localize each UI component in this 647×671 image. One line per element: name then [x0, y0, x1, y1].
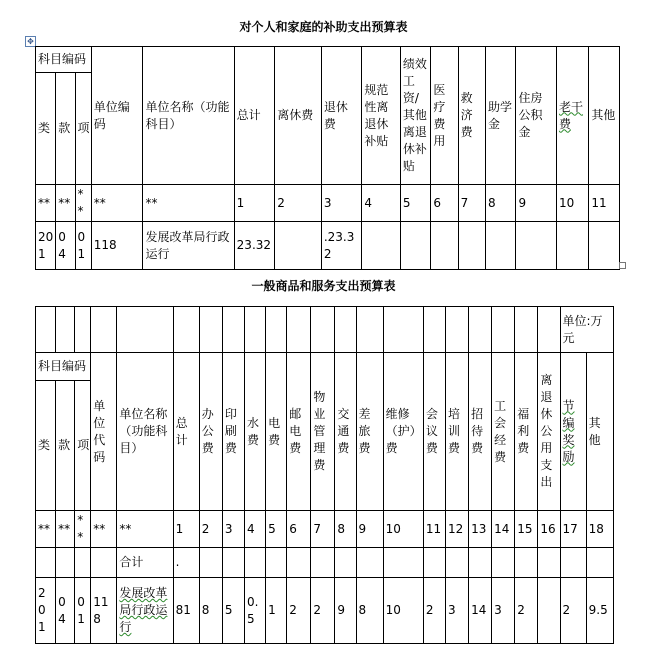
empty-cell	[515, 548, 538, 578]
blank-cell	[117, 307, 173, 353]
empty-cell	[458, 222, 485, 270]
empty-cell	[516, 222, 557, 270]
xiang-cell: 01	[75, 578, 91, 644]
index-cell: 10	[383, 511, 423, 548]
yinshua-header: 印刷费	[222, 353, 244, 511]
xiang-cell: 01	[75, 222, 91, 270]
unit-code-header: 单位代码	[91, 353, 117, 511]
gonghui-header: 工会经费	[492, 353, 515, 511]
peixun-header: 培训费	[445, 353, 468, 511]
empty-cell	[400, 222, 430, 270]
value-cell: 8	[199, 578, 222, 644]
index-cell: 1	[173, 511, 199, 548]
value-cell: 9	[335, 578, 356, 644]
index-cell: 1	[234, 185, 275, 222]
jiuji-header: 救济费	[458, 47, 485, 185]
index-cell: **	[75, 185, 91, 222]
index-cell: 5	[266, 511, 287, 548]
index-cell: 15	[515, 511, 538, 548]
lituixiu-header: 离退休公用支出	[538, 353, 560, 511]
index-cell: 9	[516, 185, 557, 222]
index-cell: **	[143, 185, 234, 222]
unit-name-header: 单位名称（功能科目）	[143, 47, 234, 185]
value-cell: 9.5	[586, 578, 613, 644]
index-cell: 16	[538, 511, 560, 548]
blank-cell	[75, 307, 91, 353]
blank-cell	[222, 307, 244, 353]
jiaotong-header: 交通费	[335, 353, 356, 511]
tuixiu-cell: .23.32	[321, 222, 362, 270]
value-cell: 3	[445, 578, 468, 644]
value-cell: 2	[311, 578, 335, 644]
qita-header: 其他	[586, 353, 613, 511]
blank-cell	[199, 307, 222, 353]
blank-cell	[538, 307, 560, 353]
value-cell: 1	[266, 578, 287, 644]
qita-header: 其他	[589, 47, 620, 185]
unit-code-cell: 118	[91, 222, 143, 270]
index-cell: 11	[423, 511, 445, 548]
blank-cell	[173, 307, 199, 353]
unit-name-cell: 发展改革局行政运行	[143, 222, 234, 270]
blank-cell	[287, 307, 311, 353]
zhufang-header: 住房公积金	[516, 47, 557, 185]
empty-cell	[589, 222, 620, 270]
total-row-total: .	[173, 548, 199, 578]
youdian-header: 邮电费	[287, 353, 311, 511]
yiliao-header: 医疗费用	[431, 47, 458, 185]
table-resize-handle[interactable]	[619, 262, 626, 269]
index-cell: 8	[486, 185, 516, 222]
blank-cell	[245, 307, 266, 353]
fuli-header: 福利费	[515, 353, 538, 511]
index-cell: 13	[469, 511, 492, 548]
index-cell: 8	[335, 511, 356, 548]
value-cell: 0.5	[245, 578, 266, 644]
unit-code-cell: 118	[91, 578, 117, 644]
index-cell: 6	[287, 511, 311, 548]
subject-code-header: 科目编码	[36, 47, 92, 73]
unit-code-header: 单位编码	[91, 47, 143, 185]
empty-cell	[486, 222, 516, 270]
blank-cell	[356, 307, 383, 353]
index-cell: 2	[199, 511, 222, 548]
index-cell: 4	[362, 185, 401, 222]
empty-cell	[383, 548, 423, 578]
zhaodai-header: 招待费	[469, 353, 492, 511]
value-cell: 2	[287, 578, 311, 644]
blank-cell	[311, 307, 335, 353]
empty-cell	[538, 548, 560, 578]
empty-cell	[36, 548, 56, 578]
huiyi-header: 会议费	[423, 353, 445, 511]
xiang-header: 项	[75, 73, 91, 185]
empty-cell	[362, 222, 401, 270]
value-cell: 81	[173, 578, 199, 644]
empty-cell	[492, 548, 515, 578]
dian-header: 电费	[266, 353, 287, 511]
jiebian-header: 节编奖励	[560, 353, 586, 511]
value-cell: 2	[515, 578, 538, 644]
blank-cell	[335, 307, 356, 353]
bangong-header: 办公费	[199, 353, 222, 511]
total-header: 总计	[173, 353, 199, 511]
total-header: 总计	[234, 47, 275, 185]
empty-cell	[423, 548, 445, 578]
index-cell: 5	[400, 185, 430, 222]
value-cell: 8	[356, 578, 383, 644]
blank-cell	[36, 307, 56, 353]
empty-cell	[222, 548, 244, 578]
blank-cell	[56, 307, 75, 353]
empty-cell	[469, 548, 492, 578]
value-cell: 2	[560, 578, 586, 644]
chailv-header: 差旅费	[356, 353, 383, 511]
index-cell: 12	[445, 511, 468, 548]
empty-cell	[91, 548, 117, 578]
empty-cell	[199, 548, 222, 578]
table-move-handle-icon[interactable]: ✥	[25, 36, 36, 47]
index-cell: 6	[431, 185, 458, 222]
blank-cell	[383, 307, 423, 353]
index-cell: **	[91, 511, 117, 548]
empty-cell	[335, 548, 356, 578]
personal-family-subsidy-table	[35, 46, 620, 270]
kuan-cell: 04	[56, 578, 75, 644]
index-cell: 7	[311, 511, 335, 548]
blank-cell	[91, 307, 117, 353]
kuan-header: 款	[56, 381, 75, 511]
index-cell: 4	[245, 511, 266, 548]
jixiao-header: 绩效工资/其他离退休补贴	[400, 47, 430, 185]
empty-cell	[311, 548, 335, 578]
total-cell: 23.32	[234, 222, 275, 270]
total-row-label: 合计	[117, 548, 173, 578]
lixiu-header: 离休费	[275, 47, 322, 185]
empty-cell	[445, 548, 468, 578]
empty-cell	[431, 222, 458, 270]
empty-cell	[287, 548, 311, 578]
lei-header: 类	[36, 381, 56, 511]
index-cell: **	[91, 185, 143, 222]
goods-services-table	[35, 306, 614, 644]
kuan-header: 款	[56, 73, 75, 185]
index-cell: **	[36, 511, 56, 548]
guifan-header: 规范性离退休补贴	[362, 47, 401, 185]
empty-cell	[586, 548, 613, 578]
index-cell: **	[75, 511, 91, 548]
blank-cell	[469, 307, 492, 353]
table1-title: 对个人和家庭的补助支出预算表	[239, 20, 408, 34]
index-cell: 9	[356, 511, 383, 548]
index-cell: 14	[492, 511, 515, 548]
empty-cell	[560, 548, 586, 578]
index-cell: 18	[586, 511, 613, 548]
kuan-cell: 04	[56, 222, 75, 270]
unit-name-cell: 发展改革局行政运行	[117, 578, 173, 644]
blank-cell	[266, 307, 287, 353]
empty-cell	[56, 548, 75, 578]
empty-cell	[245, 548, 266, 578]
lixiu-cell	[275, 222, 322, 270]
wuye-header: 物业管理费	[311, 353, 335, 511]
index-cell: **	[56, 185, 75, 222]
weixiu-header: 维修（护）费	[383, 353, 423, 511]
shui-header: 水费	[245, 353, 266, 511]
blank-cell	[445, 307, 468, 353]
tuixiu-header: 退休费	[321, 47, 362, 185]
empty-cell	[556, 222, 588, 270]
value-cell: 14	[469, 578, 492, 644]
index-cell: 3	[321, 185, 362, 222]
empty-cell	[75, 548, 91, 578]
index-cell: 11	[589, 185, 620, 222]
empty-cell	[266, 548, 287, 578]
laogan-header: 老干费	[556, 47, 588, 185]
zhuxue-header: 助学金	[486, 47, 516, 185]
value-cell	[538, 578, 560, 644]
lei-cell: 201	[36, 222, 56, 270]
value-cell: 3	[492, 578, 515, 644]
lei-cell: 201	[36, 578, 56, 644]
value-cell: 2	[423, 578, 445, 644]
index-cell: 7	[458, 185, 485, 222]
xiang-header: 项	[75, 381, 91, 511]
blank-cell	[515, 307, 538, 353]
lei-header: 类	[36, 73, 56, 185]
index-cell: 17	[560, 511, 586, 548]
value-cell: 5	[222, 578, 244, 644]
unit-name-header: 单位名称（功能科目）	[117, 353, 173, 511]
blank-cell	[423, 307, 445, 353]
index-cell: 2	[275, 185, 322, 222]
value-cell: 10	[383, 578, 423, 644]
index-cell: 10	[556, 185, 588, 222]
index-cell: **	[36, 185, 56, 222]
index-cell: 3	[222, 511, 244, 548]
index-cell: **	[56, 511, 75, 548]
index-cell: **	[117, 511, 173, 548]
empty-cell	[356, 548, 383, 578]
blank-cell	[492, 307, 515, 353]
table2-title: 一般商品和服务支出预算表	[251, 279, 396, 293]
subject-code-header: 科目编码	[36, 353, 91, 381]
unit-label: 单位:万元	[560, 307, 614, 353]
